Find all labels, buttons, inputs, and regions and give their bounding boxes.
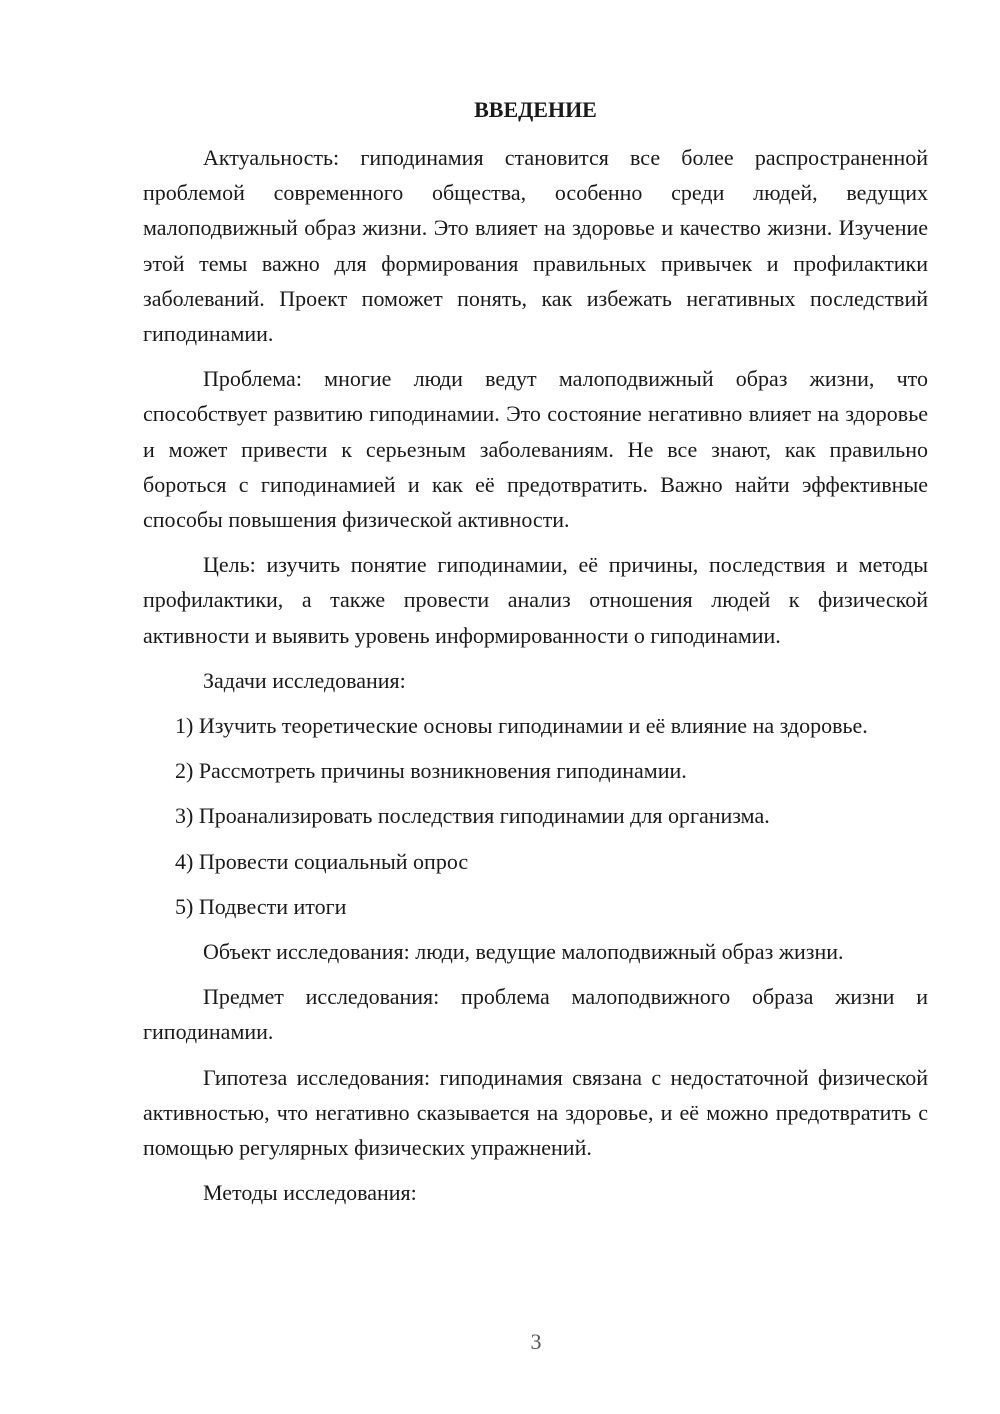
list-item: 1) Изучить теоретические основы гиподинамии и её влияние на здоровье.	[175, 713, 868, 739]
subject-paragraph: Предмет исследования: проблема малоподвижного образа жизни и гиподинамии.	[143, 984, 928, 1045]
relevance-paragraph: Актуальность: гиподинамия становится все более распространенной проблемой современного общества, особенно среди людей, ведущих малоподвижный образ жизни. Это влияет на здоровье и качество жизни. Изучение этой темы важно для формирования правильных привычек и профилактики заболеваний. Проект поможет понять, как избежать негативных последствий гиподинамии.	[143, 145, 928, 347]
goal-paragraph: Цель: изучить понятие гиподинамии, её причины, последствия и методы профилактики, а также провести анализ отношения людей к физической активности и выявить уровень информированности о гиподинамии.	[143, 552, 928, 648]
list-item: 2) Рассмотреть причины возникновения гиподинамии.	[175, 758, 687, 784]
hypothesis-paragraph: Гипотеза исследования: гиподинамия связана с недостаточной физической активностью, что негативно сказывается на здоровье, и её можно предотвратить с помощью регулярных физических упражнений.	[143, 1064, 928, 1161]
page-number: 3	[530, 1329, 542, 1354]
list-item: 4) Провести социальный опрос	[175, 848, 469, 874]
methods-heading: Методы исследования:	[203, 1180, 417, 1206]
object-paragraph: Объект исследования: люди, ведущие малоподвижный образ жизни.	[203, 939, 844, 965]
problem-paragraph: Проблема: многие люди ведут малоподвижный образ жизни, что способствует развитию гиподинамии. Это состояние негативно влияет на здоровье и может привести к серьезным заболеваниям. Не все знают, как правильно бороться с гиподинамией и как её предотвратить. Важно найти эффективные способы повышения физической активности.	[143, 366, 928, 533]
tasks-list	[143, 708, 928, 924]
list-item: 3) Проанализировать последствия гиподинамии для организма.	[175, 803, 770, 829]
list-item: 5) Подвести итоги	[175, 893, 347, 919]
tasks-heading: Задачи исследования:	[203, 667, 406, 693]
page-title: ВВЕДЕНИЕ	[474, 97, 597, 122]
document-page	[143, 92, 928, 1220]
